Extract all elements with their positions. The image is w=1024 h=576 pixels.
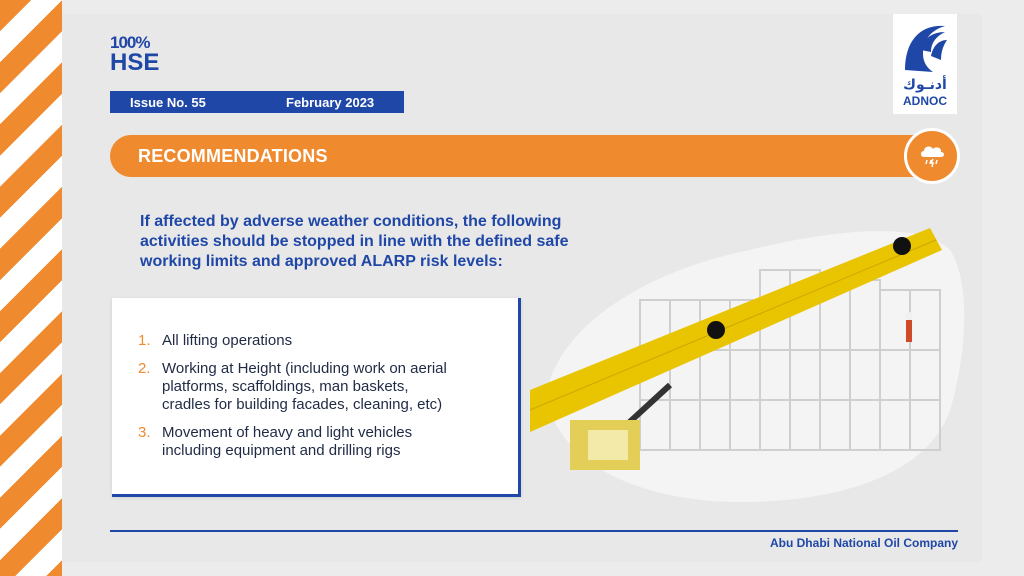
issue-bar [110,91,404,113]
hse-logo-line1: 100% [110,33,150,52]
section-title: RECOMMENDATIONS [138,146,328,166]
issue-number: Issue No. 55 [130,94,206,110]
list-text: including equipment and drilling rigs [162,442,401,459]
list-text: All lifting operations [162,332,293,349]
section-banner [110,135,930,177]
list-number: 2. [138,360,151,377]
list-text: Movement of heavy and light vehicles [162,424,413,441]
list-number: 3. [138,424,151,441]
footer-divider [110,530,958,532]
list-text: cradles for building facades, cleaning, etc) [162,396,443,413]
weather-badge [904,128,960,184]
footer-company: Abu Dhabi National Oil Company [769,536,958,550]
brand-name: ADNOC [903,94,947,108]
recommendation-list [112,298,521,497]
crane-illustration [530,210,970,510]
brand-arabic: أدنـوك [903,76,947,92]
list-number: 1. [138,332,151,349]
hse-logo [110,34,170,84]
hazard-stripes [0,0,62,576]
issue-date: February 2023 [286,94,375,110]
list-text: platforms, scaffoldings, man baskets, [162,378,409,395]
intro-line: working limits and approved ALARP risk levels: [140,253,503,270]
intro-line: activities should be stopped in line with the defined safe [140,233,569,250]
hse-logo-line2: HSE [110,49,160,76]
adnoc-logo [893,14,957,114]
intro-line: If affected by adverse weather conditions, the following [140,213,562,230]
list-text: Working at Height (including work on aerial [162,360,447,377]
falcon-icon [901,20,949,76]
weather-storm-icon [917,141,947,171]
